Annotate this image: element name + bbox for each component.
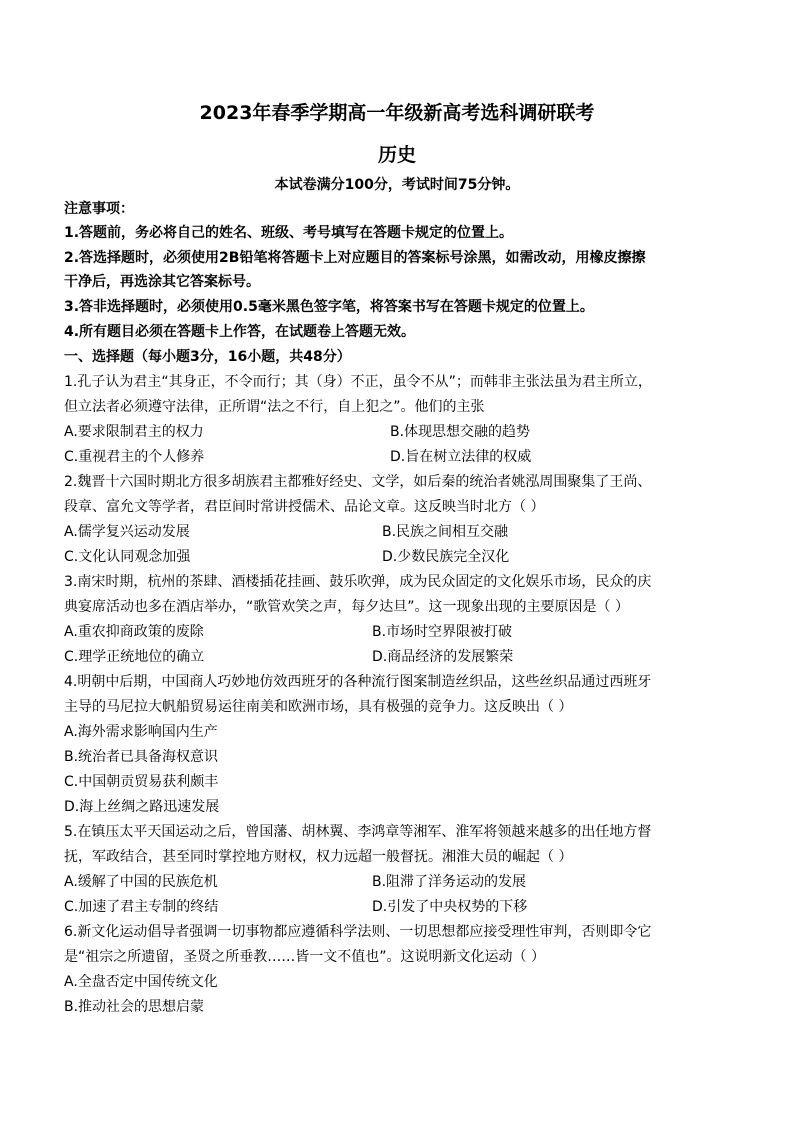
exam-title: 2023年春季学期高一年级新高考选科调研联考 [199,102,595,124]
note-3: 3.答非选择题时，必须使用0.5毫米黑色签字笔，将答案书写在答题卡规定的位置上。 [64,299,594,315]
exam-info: 本试卷满分100分，考试时间75分钟。 [274,177,520,193]
notes-heading: 注意事项： [64,201,134,217]
q5-option-c: C.加速了君主专制的终结 [64,899,219,915]
q2-option-a: A.儒学复兴运动发展 [64,524,190,540]
exam-subject: 历史 [377,144,416,166]
q2-option-b: B.民族之间相互交融 [382,524,509,540]
q1-option-d: D.旨在树立法律的权威 [390,449,532,465]
q3-option-d: D.商品经济的发展繁荣 [372,649,514,665]
q4-option-a: A.海外需求影响国内生产 [64,724,218,740]
q1-stem-line-1: 1.孔子认为君主“其身正，不令而行；其（身）不正，虽令不从”；而韩非主张法虽为君主所立， [64,374,652,390]
q1-option-a: A.要求限制君主的权力 [64,424,204,440]
q6-option-b: B.推动社会的思想启蒙 [64,999,205,1015]
q6-stem-line-1: 6.新文化运动倡导者强调一切事物都应遵循科学法则、一切思想都应接受理性审判，否则即令它 [64,924,652,940]
q6-option-a: A.全盘否定中国传统文化 [64,974,218,990]
q4-option-b: B.统治者已具备海权意识 [64,749,219,765]
q3-stem-line-1: 3.南宋时期，杭州的茶肆、酒楼插花挂画、鼓乐吹弹，成为民众固定的文化娱乐市场，民众的庆 [64,574,652,590]
q2-stem-line-2: 段章、富允文等学者，君臣间时常讲授儒术、品论文章。这反映当时北方（ ） [64,499,545,515]
q3-option-b: B.市场时空界限被打破 [372,624,513,640]
note-2-line-2: 干净后，再选涂其它答案标号。 [64,274,260,290]
q5-stem-line-2: 抚，军政结合，甚至同时掌控地方财权，权力远超一般督抚。湘淮大员的崛起（ ） [64,849,573,865]
q4-stem-line-2: 主导的马尼拉大帆船贸易运往南美和欧洲市场，具有极强的竞争力。这反映出（ ） [64,699,573,715]
q1-stem-line-2: 但立法者必须遵守法律，正所谓“法之不行，自上犯之”。他们的主张 [64,399,485,415]
note-2-line-1: 2.答选择题时，必须使用2B铅笔将答题卡上对应题目的答案标号涂黑，如需改动，用橡皮擦擦 [64,250,646,266]
q2-option-c: C.文化认同观念加强 [64,549,191,565]
q1-option-b: B.体现思想交融的趋势 [390,424,531,440]
q3-option-c: C.理学正统地位的确立 [64,649,205,665]
q5-option-b: B.阻滞了洋务运动的发展 [372,874,527,890]
q2-option-d: D.少数民族完全汉化 [382,549,510,565]
q2-stem-line-1: 2.魏晋十六国时期北方很多胡族君主都雅好经史、文学，如后秦的统治者姚泓周围聚集了王尚、 [64,474,652,490]
q5-option-a: A.缓解了中国的民族危机 [64,874,218,890]
section-heading: 一、选择题（每小题3分，16小题，共48分） [64,349,351,365]
q6-stem-line-2: 是“祖宗之所遗留，圣贤之所垂教……皆一文不值也”。这说明新文化运动（ ） [64,949,545,965]
q5-stem-line-1: 5.在镇压太平天国运动之后，曾国藩、胡林翼、李鸿章等湘军、淮军将领越来越多的出任地方督 [64,824,652,840]
q5-option-d: D.引发了中央权势的下移 [372,899,528,915]
q3-option-a: A.重农抑商政策的废除 [64,624,204,640]
q4-option-c: C.中国朝贡贸易获利颇丰 [64,774,219,790]
q3-stem-line-2: 典宴席活动也多在酒店举办，“歌管欢笑之声，每夕达旦”。这一现象出现的主要原因是（ ） [64,599,629,615]
q4-stem-line-1: 4.明朝中后期，中国商人巧妙地仿效西班牙的各种流行图案制造丝织品，这些丝织品通过西班牙 [64,674,652,690]
note-4: 4.所有题目必须在答题卡上作答，在试题卷上答题无效。 [64,324,416,340]
note-1: 1.答题前，务必将自己的姓名、班级、考号填写在答题卡规定的位置上。 [64,225,514,241]
q1-option-c: C.重视君主的个人修养 [64,449,205,465]
q4-option-d: D.海上丝绸之路迅速发展 [64,799,220,815]
